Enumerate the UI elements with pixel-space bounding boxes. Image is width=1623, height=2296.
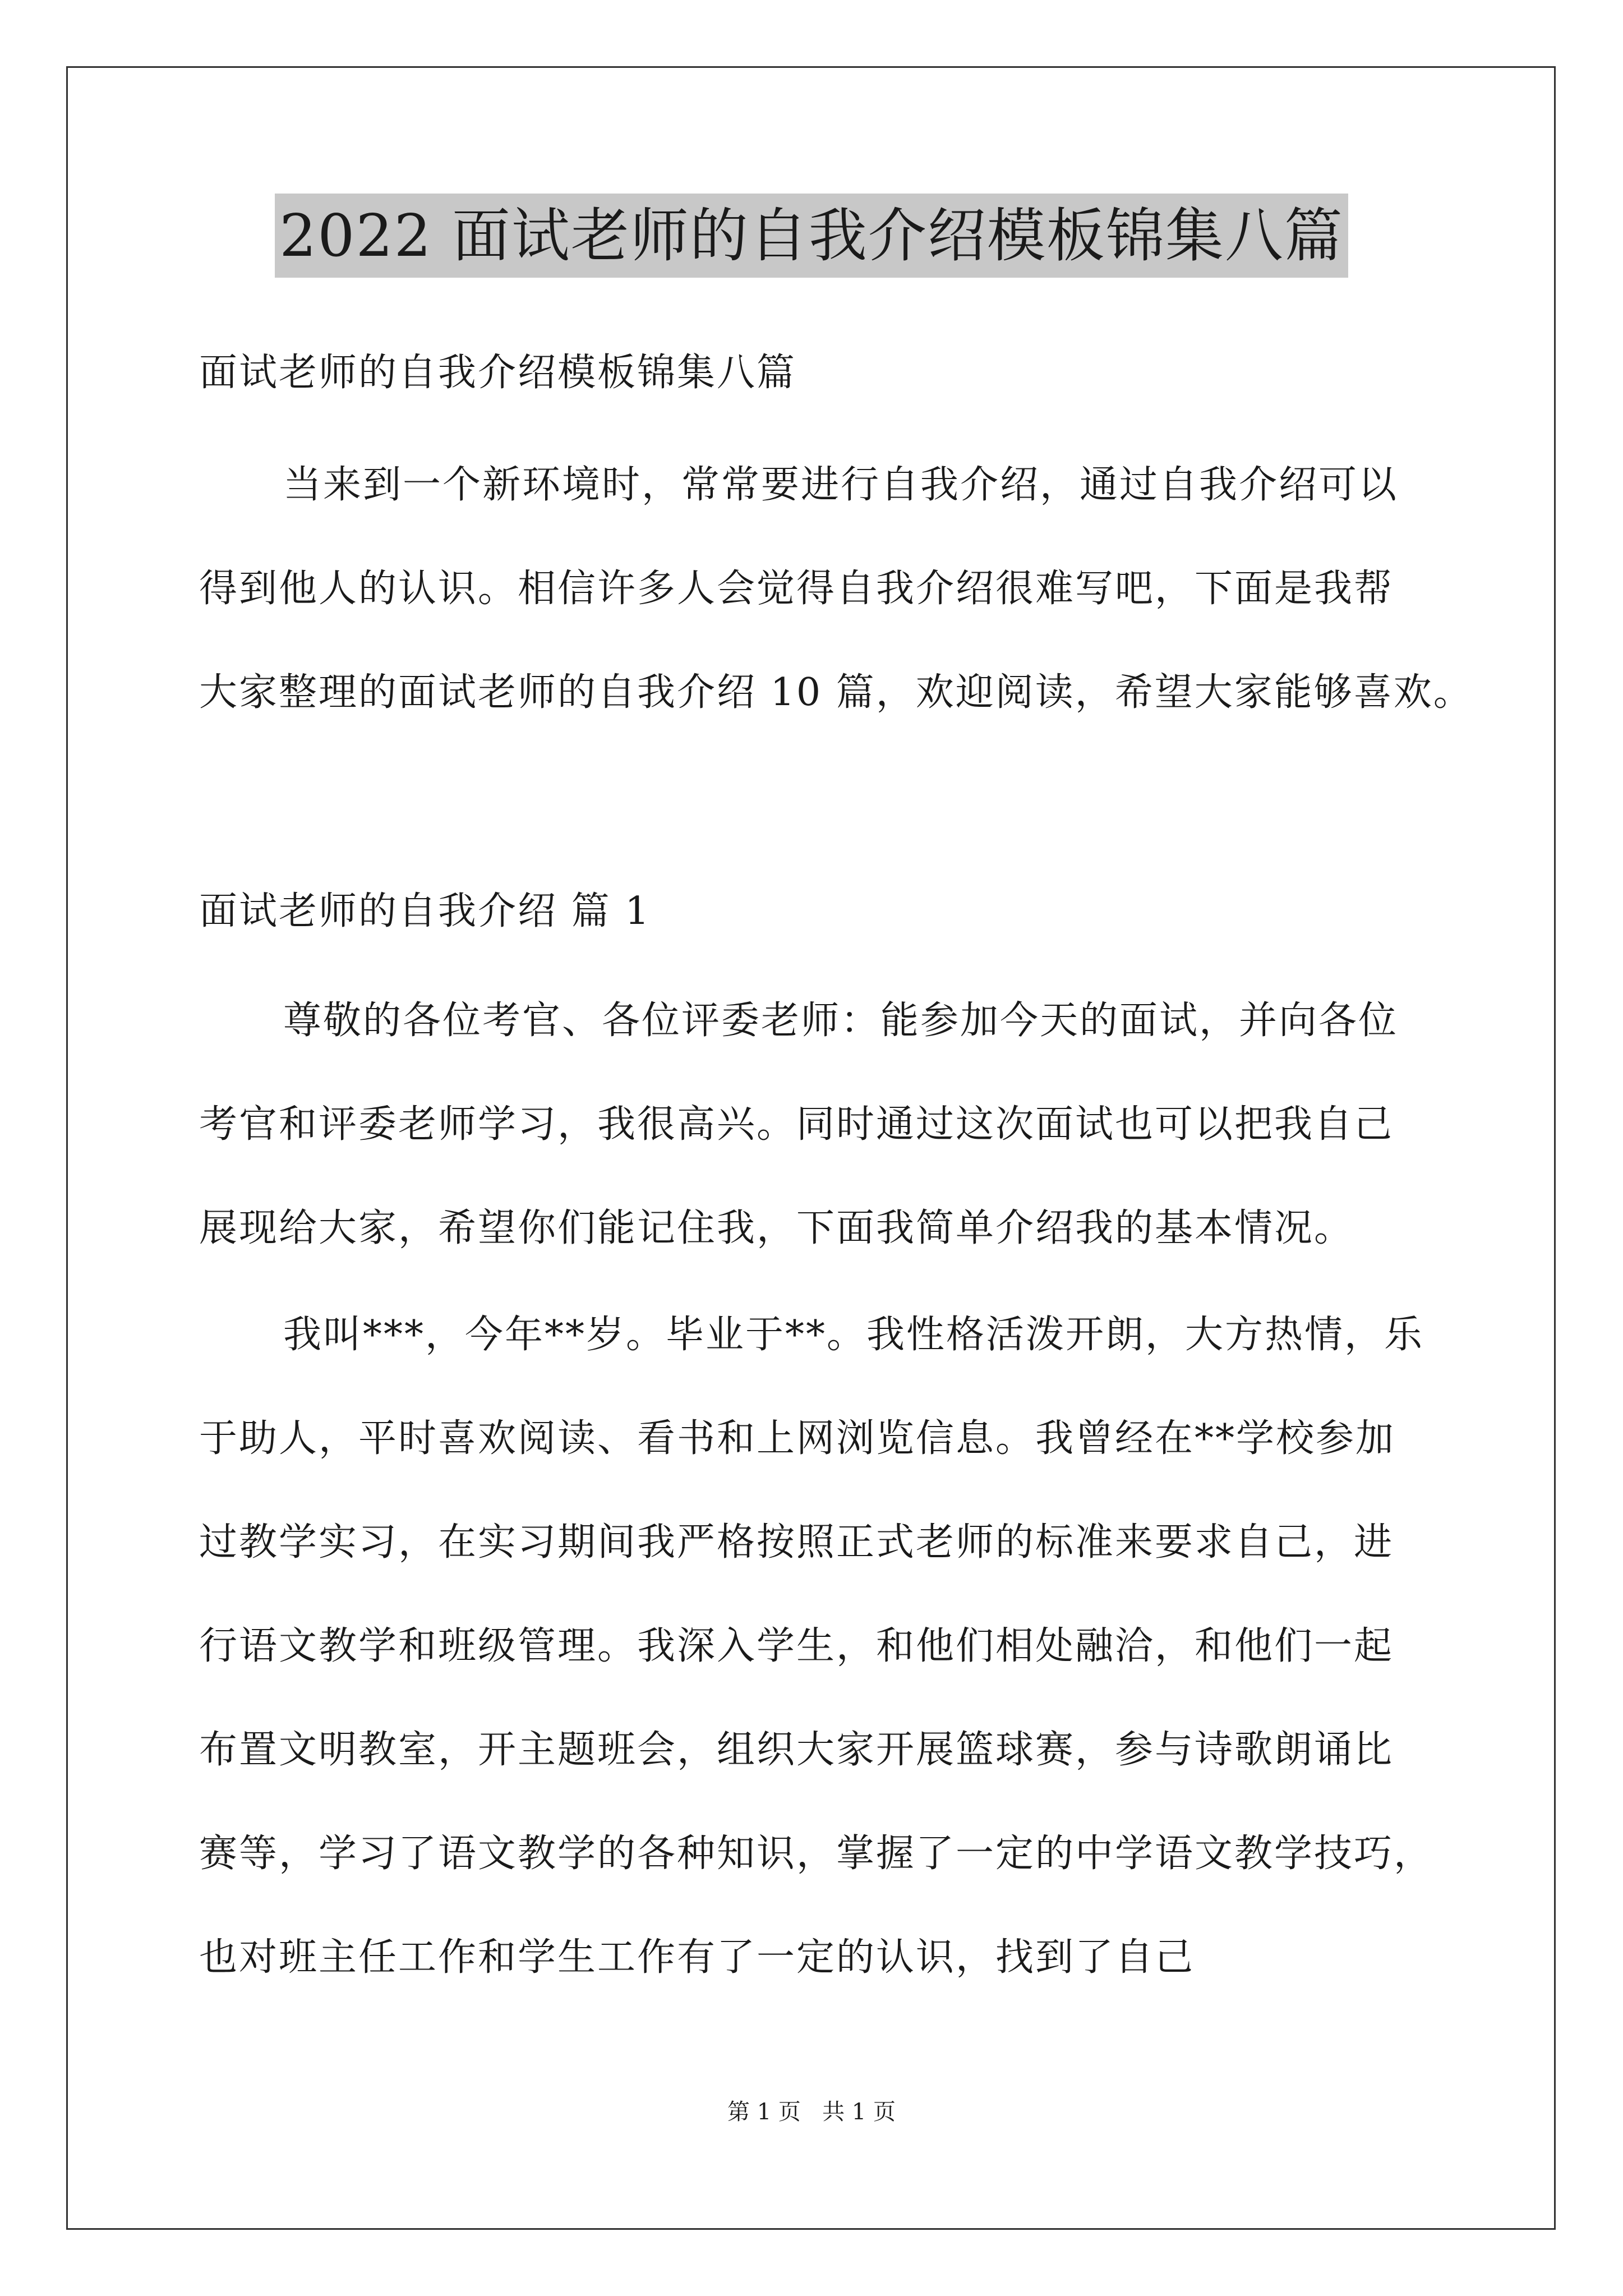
intro-line: 得到他人的认识。相信许多人会觉得自我介绍很难写吧，下面是我帮 xyxy=(199,567,1394,611)
document-subtitle: 面试老师的自我介绍模板锦集八篇 xyxy=(199,351,797,395)
paragraph-line: 我叫***，今年**岁。毕业于**。我性格活泼开朗，大方热情，乐 xyxy=(283,1313,1424,1357)
paragraph-line: 布置文明教室，开主题班会，组织大家开展篮球赛，参与诗歌朗诵比 xyxy=(199,1728,1394,1772)
paragraph-line: 也对班主任工作和学生工作有了一定的认识，找到了自己 xyxy=(199,1935,1195,1980)
paragraph-line: 赛等，学习了语文教学的各种知识，掌握了一定的中学语文教学技巧， xyxy=(199,1832,1434,1876)
paragraph-line: 行语文教学和班级管理。我深入学生，和他们相处融洽，和他们一起 xyxy=(199,1624,1394,1668)
intro-line: 当来到一个新环境时，常常要进行自我介绍，通过自我介绍可以 xyxy=(283,463,1399,507)
page-number: 第 1 页 共 1 页 xyxy=(727,2099,896,2125)
paragraph-line: 展现给大家，希望你们能记住我，下面我简单介绍我的基本情况。 xyxy=(199,1206,1354,1250)
paragraph-line: 尊敬的各位考官、各位评委老师：能参加今天的面试，并向各位 xyxy=(283,999,1399,1043)
paragraph-line: 于助人，平时喜欢阅读、看书和上网浏览信息。我曾经在**学校参加 xyxy=(199,1416,1396,1461)
paragraph-line: 过教学实习，在实习期间我严格按照正式老师的标准来要求自己，进 xyxy=(199,1520,1394,1565)
section-heading: 面试老师的自我介绍 篇 1 xyxy=(199,889,651,933)
document-title: 2022 面试老师的自我介绍模板锦集八篇 xyxy=(275,194,1348,278)
paragraph-line: 考官和评委老师学习，我很高兴。同时通过这次面试也可以把我自己 xyxy=(199,1102,1394,1147)
title-container xyxy=(0,194,1623,278)
intro-line: 大家整理的面试老师的自我介绍 10 篇，欢迎阅读，希望大家能够喜欢。 xyxy=(199,670,1473,715)
